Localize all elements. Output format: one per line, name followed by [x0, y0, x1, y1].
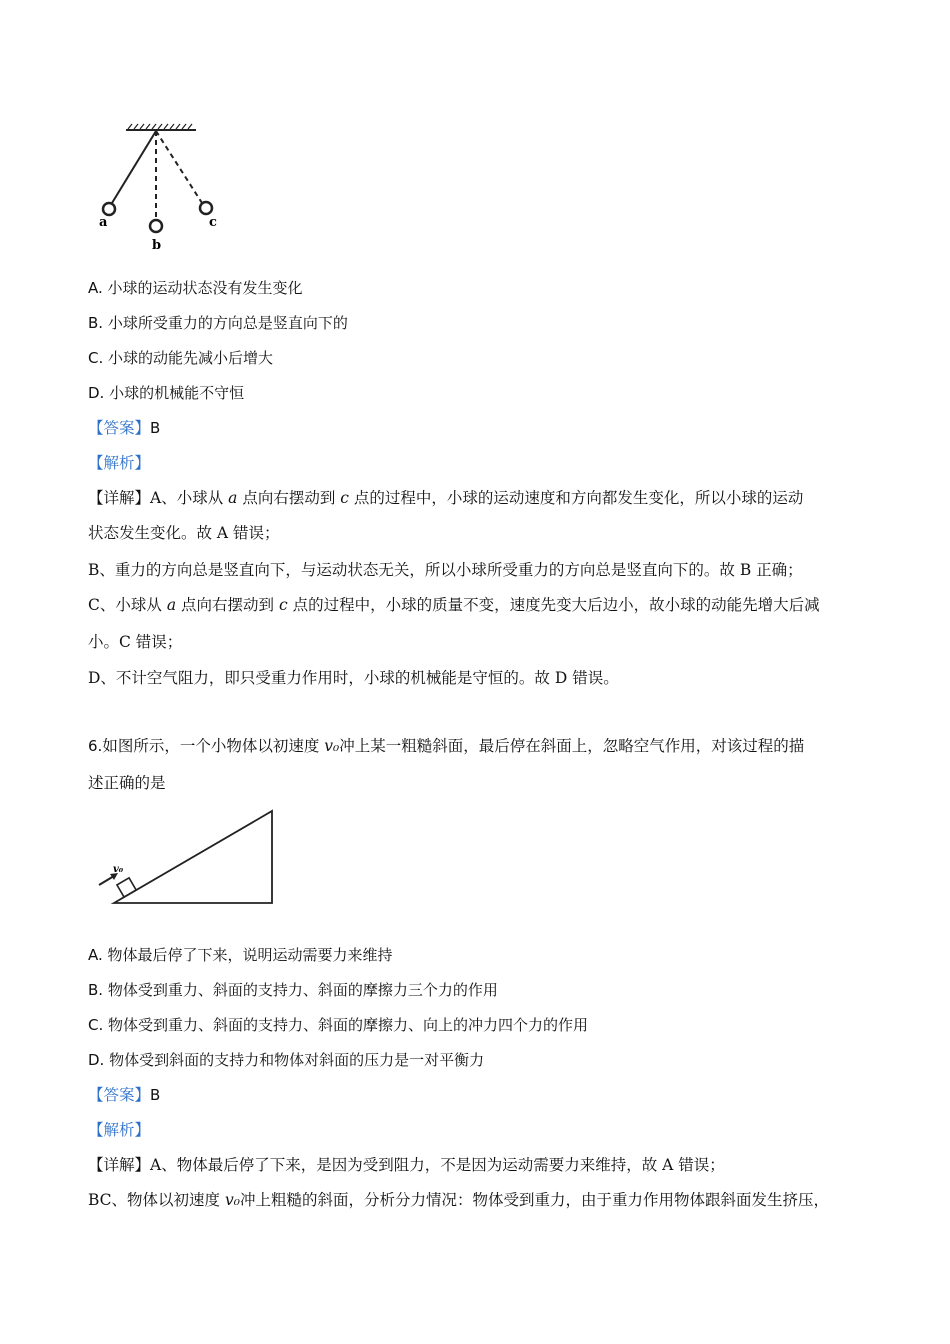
q6-analysis-tag: 【解析】	[88, 1121, 151, 1139]
q5-detail-b: B、重力的方向总是竖直向下，与运动状态无关，所以小球所受重力的方向总是竖直向下的。故 B 正确；	[88, 561, 803, 579]
q5-detail-a-line1: 【详解】A、小球从 a 点向右摆动到 c 点的过程中，小球的运动速度和方向都发生变化，所以小球的运动	[88, 489, 804, 507]
string-a	[112, 131, 156, 203]
q5-detail-a-line2: 状态发生变化。故 A 错误；	[88, 524, 280, 542]
q5-analysis-tag: 【解析】	[88, 454, 151, 472]
q5-option-a: A. 小球的运动状态没有发生变化	[88, 279, 303, 297]
q5-detail-c-line1: C、小球从 a 点向右摆动到 c 点的过程中，小球的质量不变，速度先变大后边小，故小球的动能先增大后减	[88, 596, 820, 614]
ball-c	[200, 202, 212, 214]
q5-detail-d: D、不计空气阻力，即只受重力作用时，小球的机械能是守恒的。故 D 错误。	[88, 669, 619, 687]
q6-stem-line2: 述正确的是	[88, 774, 166, 792]
q6-option-c: C. 物体受到重力、斜面的支持力、斜面的摩擦力、向上的冲力四个力的作用	[88, 1016, 589, 1034]
q5-option-d: D. 小球的机械能不守恒	[88, 384, 245, 402]
ball-b	[150, 220, 162, 232]
string-c	[156, 131, 202, 203]
velocity-arrow	[99, 876, 114, 885]
block	[117, 878, 136, 897]
q5-option-b: B. 小球所受重力的方向总是竖直向下的	[88, 314, 348, 332]
incline-figure	[90, 805, 290, 915]
label-b: b	[152, 238, 162, 253]
label-c: c	[209, 215, 217, 230]
label-a: a	[99, 215, 108, 230]
q5-option-c: C. 小球的动能先减小后增大	[88, 349, 274, 367]
q6-option-a: A. 物体最后停了下来，说明运动需要力来维持	[88, 946, 393, 964]
q6-detail-a: 【详解】A、物体最后停了下来，是因为受到阻力，不是因为运动需要力来维持，故 A 错误；	[88, 1156, 725, 1174]
pendulum-figure	[90, 120, 240, 255]
incline-triangle	[114, 811, 272, 903]
q6-detail-bc: BC、物体以初速度 v₀冲上粗糙的斜面，分析分力情况：物体受到重力，由于重力作用物体跟斜面发生挤压，	[88, 1191, 829, 1209]
v0-label: v₀	[113, 864, 124, 875]
q6-stem-line1: 6.如图所示，一个小物体以初速度 v₀冲上某一粗糙斜面，最后停在斜面上，忽略空气作用，对该过程的描	[88, 737, 805, 755]
q6-option-b: B. 物体受到重力、斜面的支持力、斜面的摩擦力三个力的作用	[88, 981, 498, 999]
q5-answer: 【答案】B	[88, 419, 161, 437]
ball-a	[103, 203, 115, 215]
q6-option-d: D. 物体受到斜面的支持力和物体对斜面的压力是一对平衡力	[88, 1051, 485, 1069]
q5-detail-c-line2: 小。C 错误；	[88, 633, 183, 651]
q6-answer: 【答案】B	[88, 1086, 161, 1104]
